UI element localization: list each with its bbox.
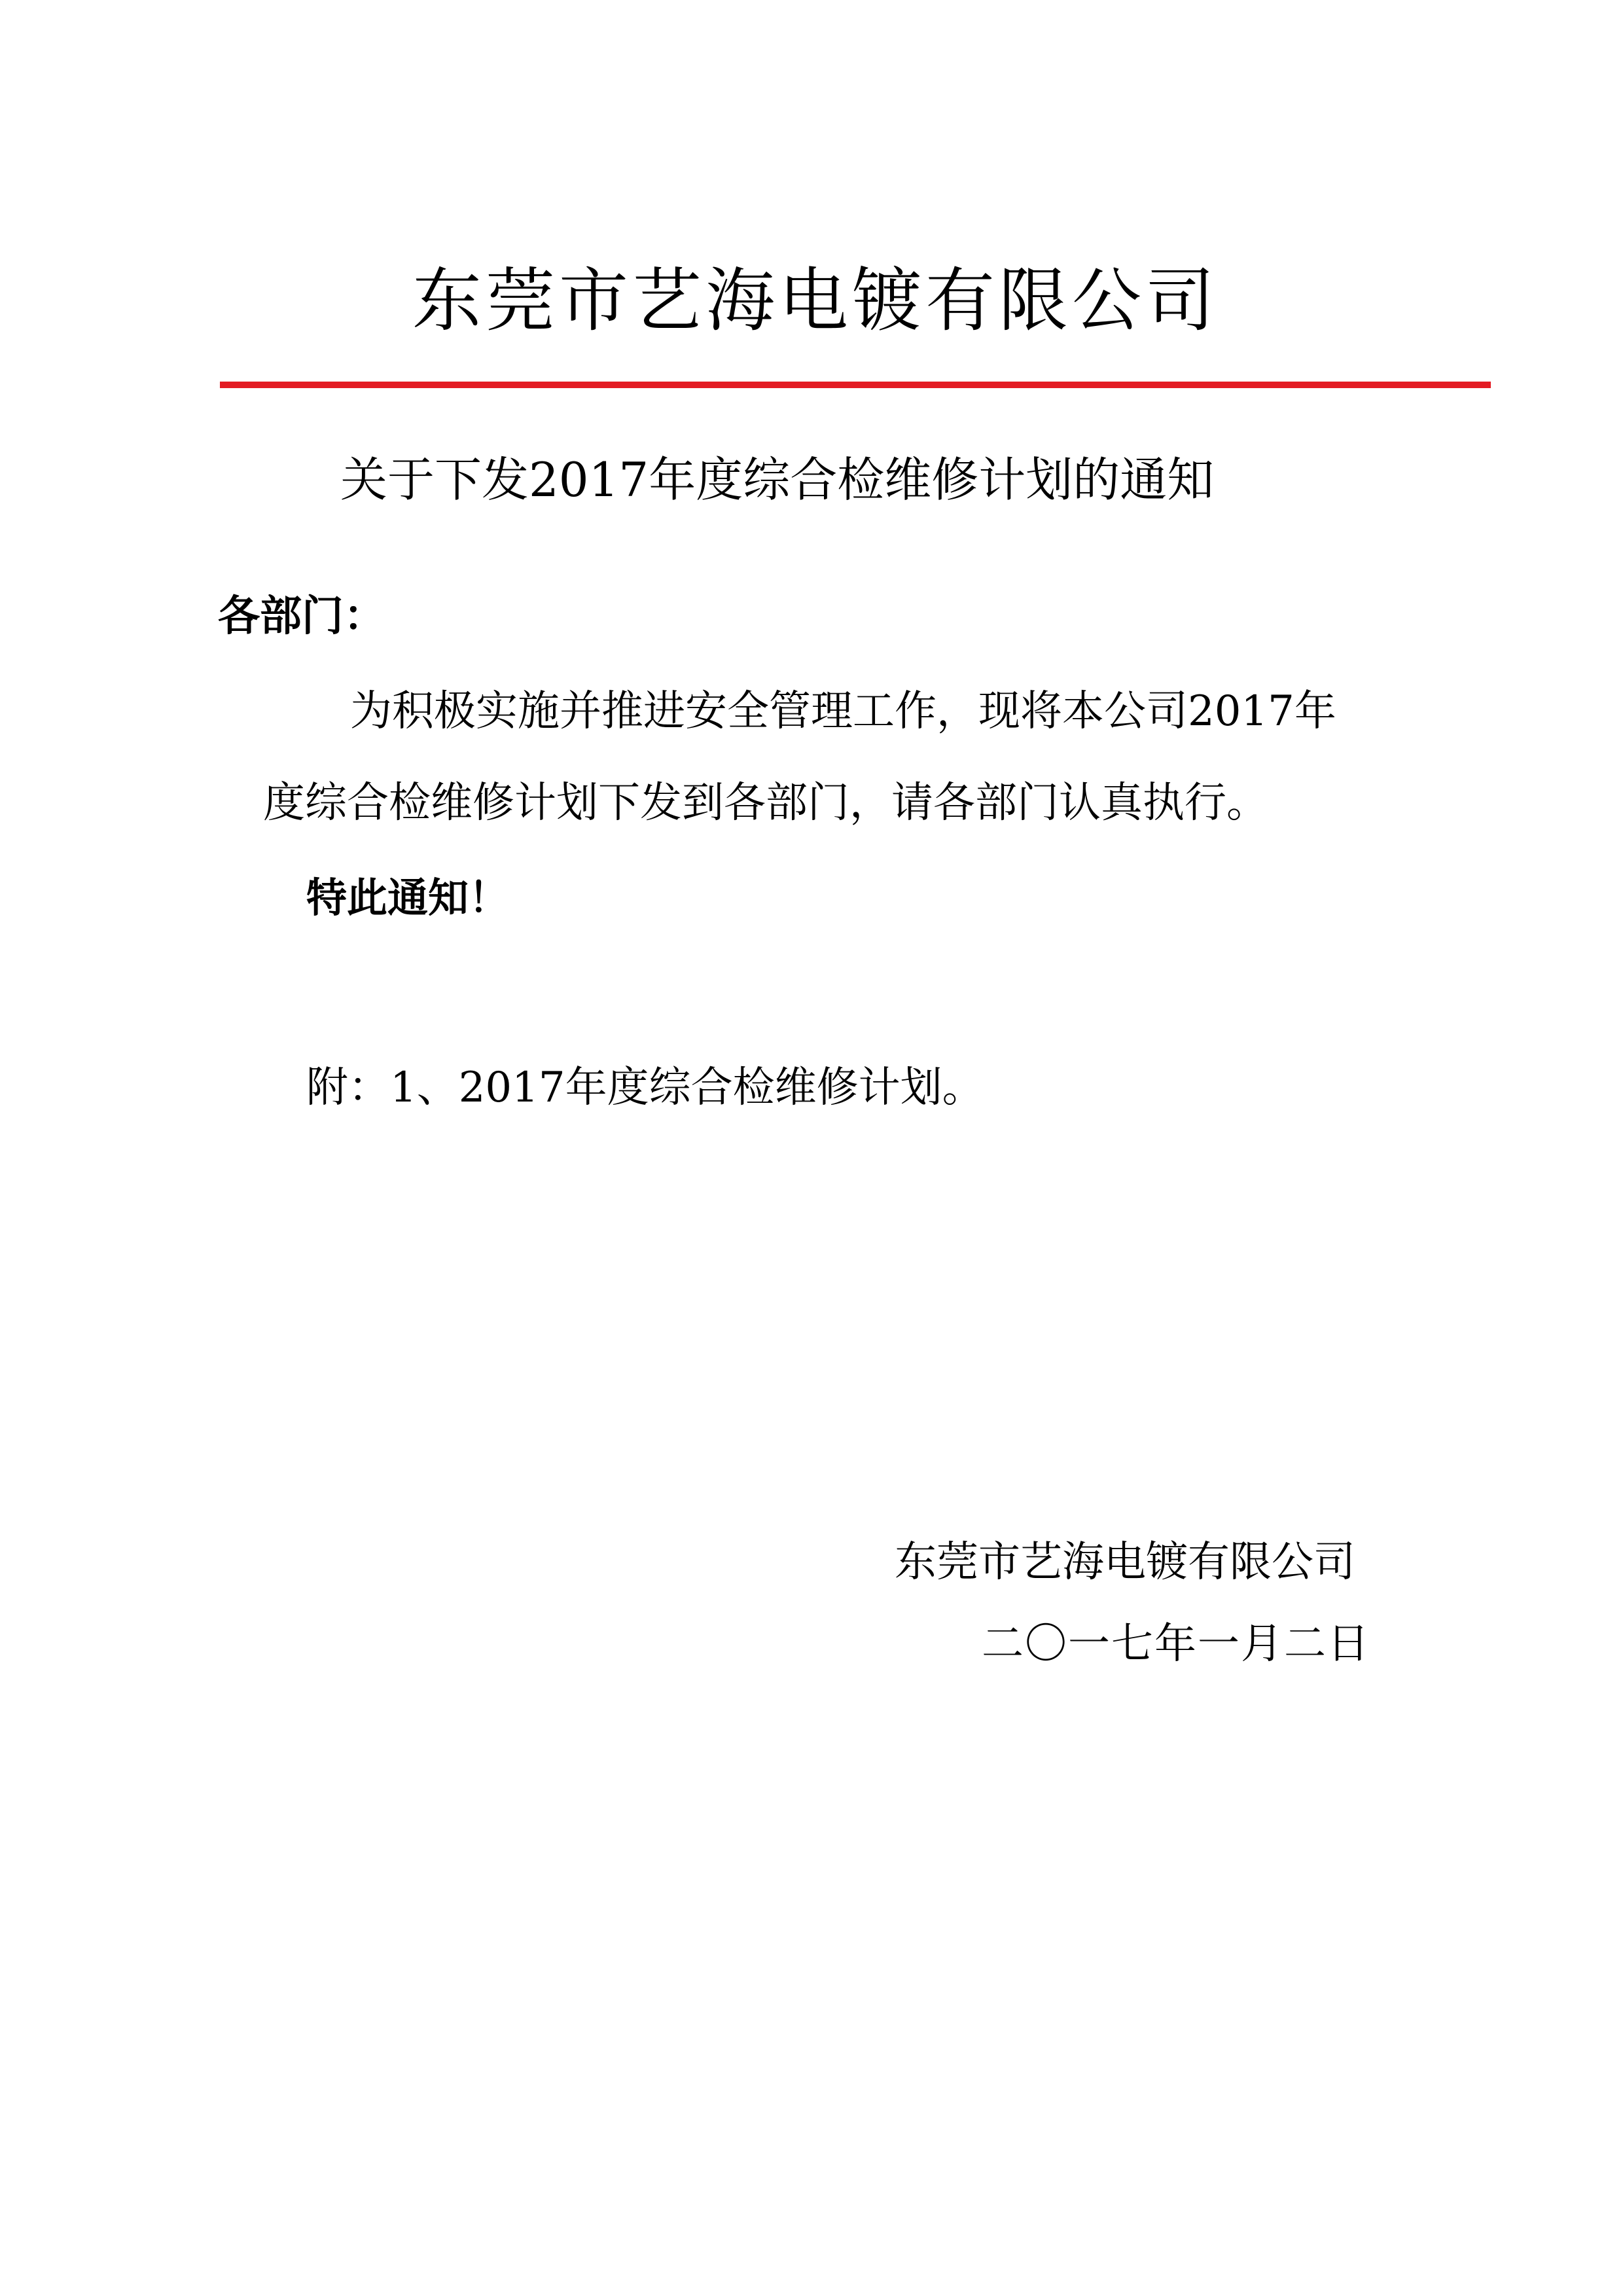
signature-date: 二〇一七年一月二日 [982, 1620, 1370, 1668]
salutation: 各部门： [218, 592, 385, 641]
notice-title: 关于下发2017年度综合检维修计划的通知 [340, 452, 1215, 507]
letterhead-red-divider [220, 382, 1491, 388]
company-letterhead: 东莞市艺海电镀有限公司 [412, 260, 1219, 341]
body-paragraph-line: 度综合检维修计划下发到各部门，请各部门认真执行。 [263, 779, 1268, 827]
signature-company: 东莞市艺海电镀有限公司 [895, 1538, 1355, 1587]
attachment-note: 附：1、2017年度综合检维修计划。 [306, 1064, 984, 1112]
body-paragraph-line: 为积极实施并推进安全管理工作，现将本公司2017年 [350, 687, 1336, 736]
closing-remark: 特此通知！ [306, 874, 510, 922]
